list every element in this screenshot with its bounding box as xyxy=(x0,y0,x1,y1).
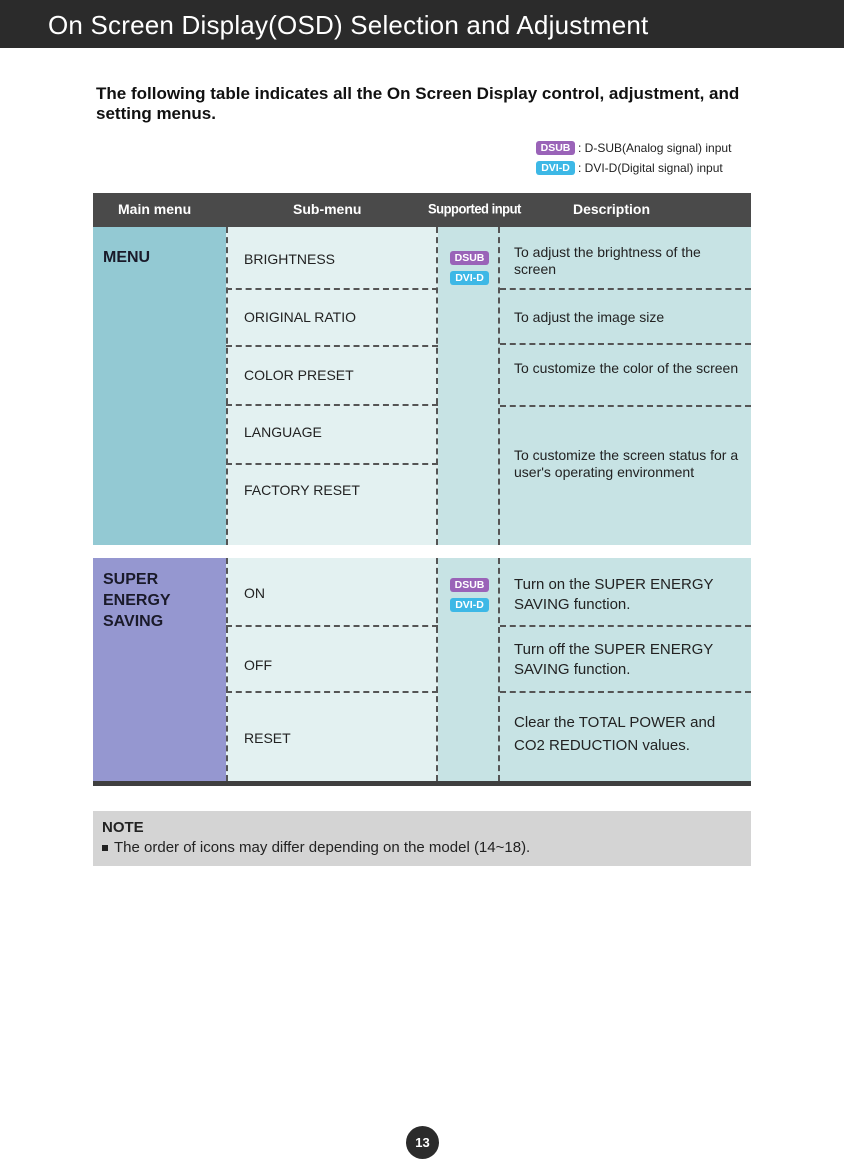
dsub-badge: DSUB xyxy=(450,578,489,592)
sub-item-on: ON xyxy=(244,585,265,601)
dvid-badge: DVI-D xyxy=(536,161,575,175)
dvid-badge: DVI-D xyxy=(450,598,489,612)
desc-original-ratio: To adjust the image size xyxy=(514,309,665,325)
sub-item-reset: RESET xyxy=(244,730,291,746)
desc-ses-on: Turn on the SUPER ENERGY SAVING function. xyxy=(514,576,714,613)
row-divider xyxy=(226,691,438,693)
table-bottom-bar xyxy=(93,781,751,786)
main-menu-label: MENU xyxy=(103,249,151,266)
supported-input-column xyxy=(438,227,500,545)
sub-menu-column xyxy=(226,227,438,545)
sub-item-brightness: BRIGHTNESS xyxy=(244,251,336,267)
desc-brightness: To adjust the brightness of the screen xyxy=(514,244,701,277)
description-column xyxy=(500,558,751,781)
description-column xyxy=(500,227,751,545)
super-energy-saving-section xyxy=(93,558,751,781)
header-main-menu: Main menu xyxy=(118,201,192,217)
legend-row-dvid xyxy=(536,159,731,177)
row-divider xyxy=(500,288,751,290)
row-divider xyxy=(226,463,438,465)
table-header xyxy=(93,193,751,227)
header-description: Description xyxy=(573,201,651,217)
desc-ses-off: Turn off the SUPER ENERGY SAVING function. xyxy=(514,641,713,678)
header-sub-menu: Sub-menu xyxy=(293,201,362,217)
supported-input-column xyxy=(438,558,500,781)
sub-menu-column xyxy=(226,558,438,781)
supported-input-badges xyxy=(450,251,490,291)
intro-text: The following table indicates all the On Screen Display control, adjustment, and setting menus. xyxy=(96,84,740,123)
sub-item-factory-reset: FACTORY RESET xyxy=(244,482,360,498)
sub-item-color-preset: COLOR PRESET xyxy=(244,367,354,383)
title-bar xyxy=(0,0,844,48)
row-divider xyxy=(500,625,751,627)
row-divider xyxy=(226,625,438,627)
dsub-badge: DSUB xyxy=(536,141,575,155)
sub-item-off: OFF xyxy=(244,657,272,673)
note-box xyxy=(93,811,751,866)
legend-row-dsub xyxy=(536,139,731,157)
desc-color-preset: To customize the color of the screen xyxy=(514,360,739,376)
note-heading: NOTE xyxy=(102,819,144,836)
main-menu-label: SUPER ENERGY SAVING xyxy=(103,571,171,630)
sub-item-language: LANGUAGE xyxy=(244,424,322,440)
note-text: The order of icons may differ depending on the model (14~18). xyxy=(114,839,531,856)
row-divider xyxy=(226,404,438,406)
desc-ses-reset: Clear the TOTAL POWER and CO2 REDUCTION values. xyxy=(514,714,716,754)
main-menu-cell xyxy=(93,227,226,545)
header-supported-input: Supported input xyxy=(428,200,521,217)
bullet-icon xyxy=(102,845,108,851)
desc-screen-status: To customize the screen status for a user's operating environment xyxy=(514,447,739,480)
page-number: 13 xyxy=(406,1126,439,1159)
page-title: On Screen Display(OSD) Selection and Adjustment xyxy=(48,10,649,40)
menu-section xyxy=(93,227,751,545)
row-divider xyxy=(500,343,751,345)
note-body xyxy=(102,839,530,856)
row-divider xyxy=(500,691,751,693)
legend-desc-dvid: : DVI-D(Digital signal) input xyxy=(578,161,723,175)
legend-desc-dsub: : D-SUB(Analog signal) input xyxy=(578,141,732,155)
main-menu-cell xyxy=(93,558,226,781)
sub-item-original-ratio: ORIGINAL RATIO xyxy=(244,309,357,325)
row-divider xyxy=(500,405,751,407)
row-divider xyxy=(226,288,438,290)
input-legend xyxy=(536,139,731,179)
row-divider xyxy=(226,345,438,347)
dvid-badge: DVI-D xyxy=(450,271,489,285)
supported-input-badges xyxy=(450,578,490,618)
dsub-badge: DSUB xyxy=(450,251,489,265)
